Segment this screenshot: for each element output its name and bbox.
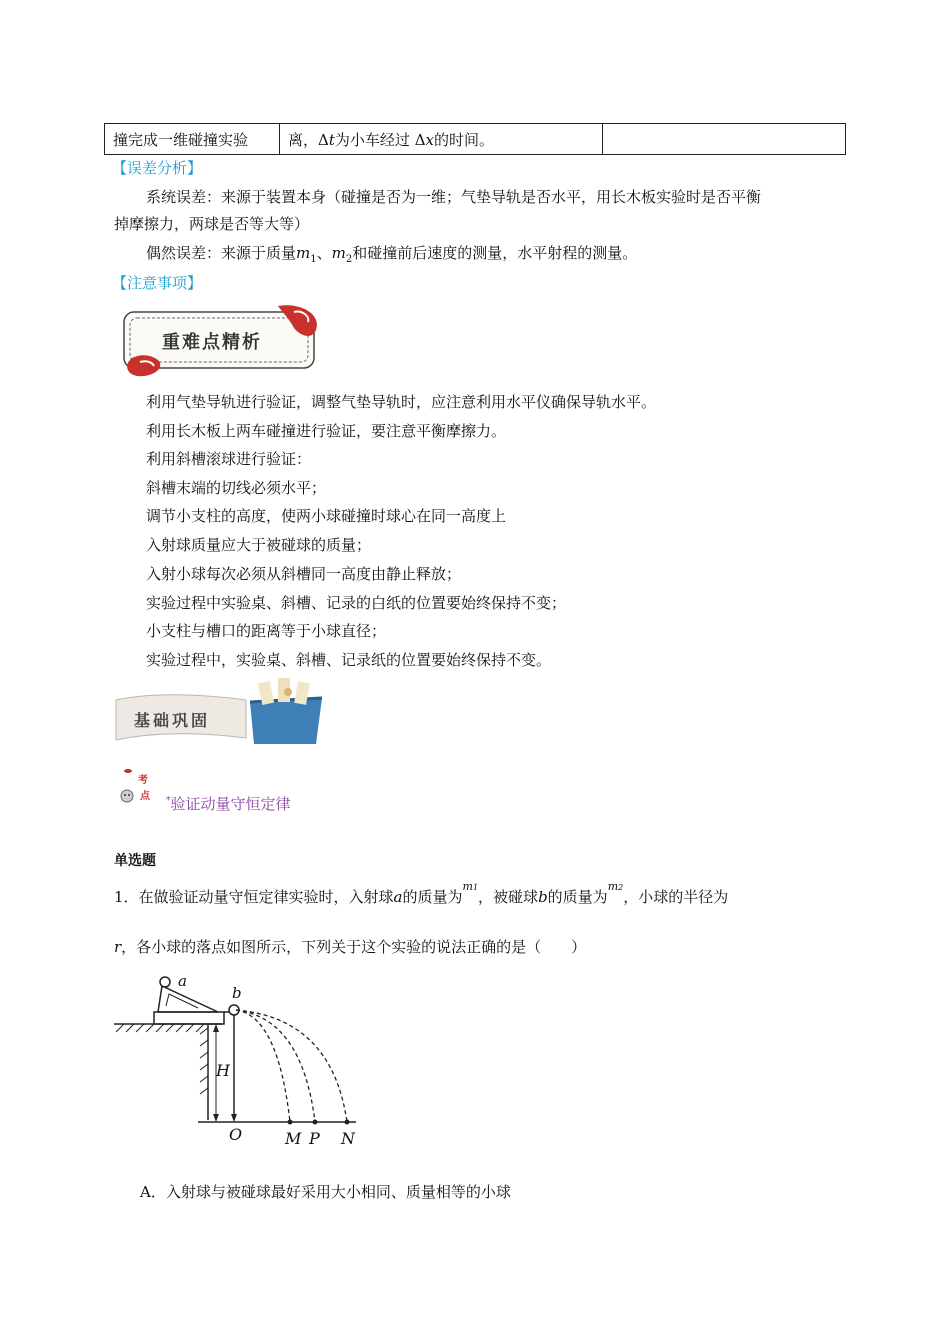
label-a: a [178, 972, 187, 990]
cell-text: 为小车经过 [334, 130, 410, 149]
var-m: m [607, 880, 619, 893]
note-item: 实验过程中实验桌、斜槽、记录的白纸的位置要始终保持不变； [146, 594, 567, 612]
question-line-2 [114, 936, 586, 958]
systematic-error-line-1: 系统误差：来源于装置本身（碰撞是否为一维；气垫导轨是否水平，用长木板实验时是否平衡 [146, 188, 762, 206]
text: 的质量为 [402, 888, 463, 906]
note-item: 调节小支柱的高度，使两小球碰撞时球心在同一高度上 [146, 507, 507, 525]
text: ，被碰球 [478, 888, 539, 906]
var-b: b [538, 888, 548, 906]
error-analysis-header: 【误差分析】 [112, 159, 203, 177]
accidental-error-line [146, 242, 637, 271]
note-item: 利用长木板上两车碰撞进行验证，要注意平衡摩擦力。 [146, 422, 507, 440]
section-title: 单选题 [114, 853, 156, 869]
cell-text: 的时间。 [434, 130, 495, 149]
note-item: 利用气垫导轨进行验证，调整气垫导轨时，应注意利用水平仪确保导轨水平。 [146, 393, 657, 411]
table-cell-empty [603, 124, 846, 155]
subscript: 1 [472, 883, 479, 892]
subscript-1: 1 [310, 254, 317, 265]
label-N: N [341, 1129, 355, 1148]
text: ，小球的半径为 [623, 888, 729, 906]
label-b: b [232, 984, 242, 1002]
label-H: H [216, 1061, 230, 1080]
question-line-1 [114, 880, 729, 911]
cell-text: 离， [288, 130, 319, 149]
var-t: t [328, 130, 335, 149]
topic-mark: * [166, 796, 171, 806]
notes-header: 【注意事项】 [112, 274, 203, 292]
kaodian-label-2: 点 [140, 791, 150, 802]
key-points-banner [118, 300, 328, 380]
experiment-figure [112, 972, 362, 1152]
var-m: m [296, 244, 311, 262]
topic-text: 验证动量守恒定律 [170, 795, 291, 813]
table-row [105, 124, 846, 155]
kaodian-badge [118, 765, 162, 809]
label-P: P [309, 1129, 320, 1148]
kaodian-label-1: 考 [138, 775, 148, 786]
delta-symbol: Δ [318, 130, 329, 149]
table-cell-method: 撞完成一维碰撞实验 [105, 124, 280, 155]
m1-symbol [463, 880, 479, 893]
systematic-error-line-2: 掉摩擦力，两球是否等大等） [114, 215, 310, 233]
text: 的质量为 [547, 888, 608, 906]
note-item: 斜槽末端的切线必须水平； [146, 479, 327, 497]
label-O: O [229, 1125, 243, 1144]
var-r: r [114, 938, 122, 956]
basics-banner [112, 678, 327, 748]
subscript-2: 2 [345, 254, 353, 265]
var-a: a [393, 888, 403, 906]
note-item: 入射球质量应大于被碰球的质量； [146, 536, 372, 554]
var-m: m [331, 244, 346, 262]
note-item: 实验过程中，实验桌、斜槽、记录纸的位置要始终保持不变。 [146, 651, 552, 669]
basics-title: 基础巩固 [134, 711, 211, 730]
var-m: m [462, 880, 473, 893]
option-a[interactable]: A．入射球与被碰球最好采用大小相同、质量相等的小球 [140, 1183, 511, 1201]
var-x: x [425, 130, 434, 149]
text: 、 [316, 244, 332, 262]
text: 偶然误差：来源于质量 [146, 244, 297, 262]
m2-symbol [608, 880, 624, 893]
table-cell-description [280, 124, 603, 155]
banner-title: 重难点精析 [162, 332, 262, 353]
note-item: 入射小球每次必须从斜槽同一高度由静止释放； [146, 565, 462, 583]
label-M: M [285, 1129, 302, 1148]
note-item: 小支柱与槽口的距离等于小球直径； [146, 622, 387, 640]
text: 和碰撞前后速度的测量，水平射程的测量。 [352, 244, 638, 262]
text: 1．在做验证动量守恒定律实验时，入射球 [114, 888, 394, 906]
note-item: 利用斜槽滚球进行验证： [146, 450, 312, 468]
delta-symbol: Δ [414, 130, 426, 149]
topic-title [166, 790, 291, 815]
text: ，各小球的落点如图所示，下列关于这个实验的说法正确的是（ ） [121, 938, 587, 956]
subscript: 2 [618, 883, 624, 892]
summary-table [104, 123, 846, 155]
